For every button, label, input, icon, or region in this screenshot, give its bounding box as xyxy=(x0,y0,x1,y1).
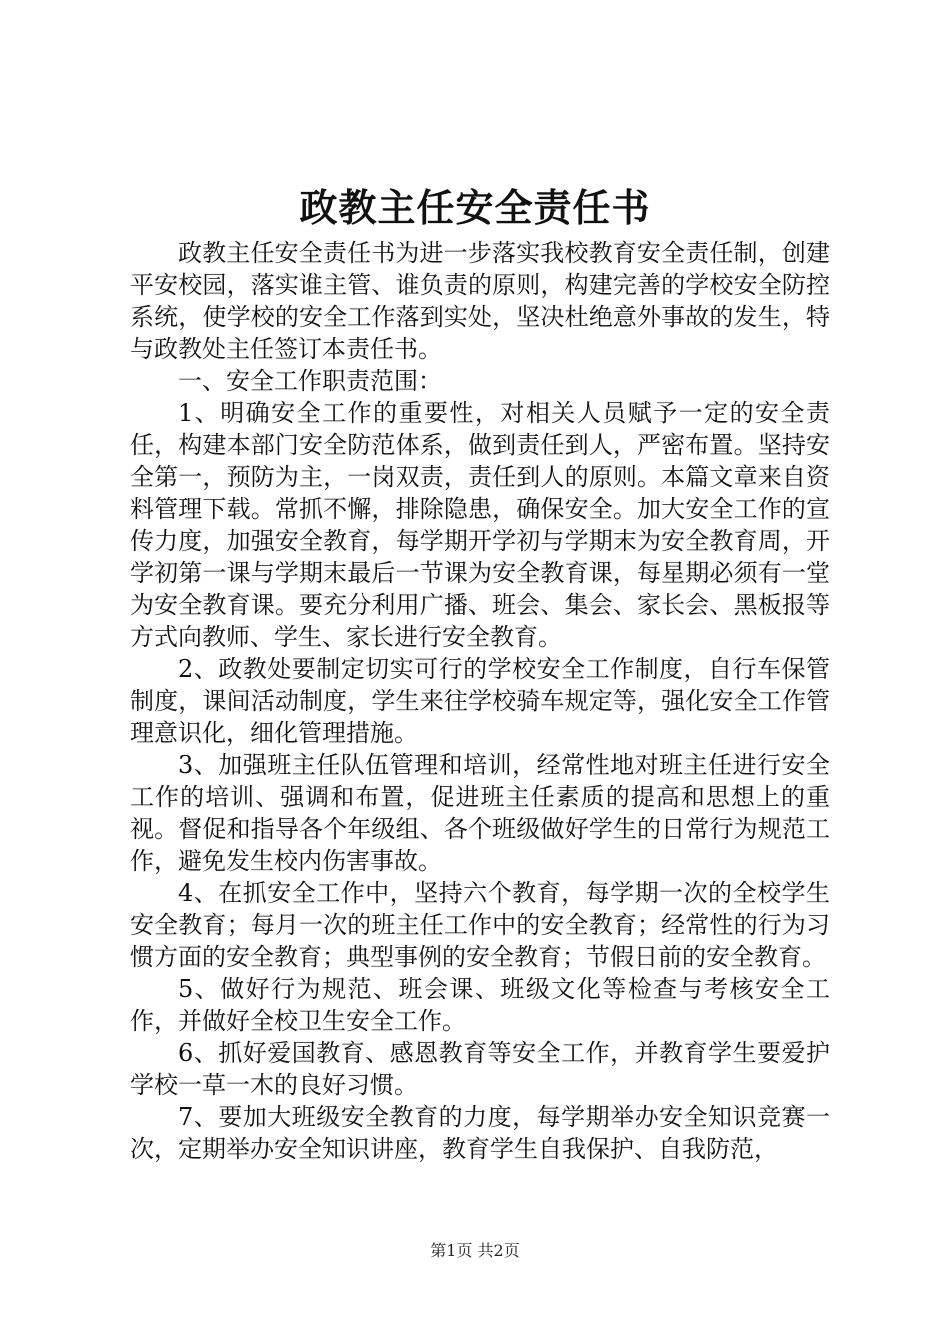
paragraph-item-7: 7、要加大班级安全教育的力度，每学期举办安全知识竞赛一次，定期举办安全知识讲座，教育学生自我保护、自我防范， xyxy=(130,1103,830,1163)
document-body xyxy=(130,237,830,1165)
paragraph-item-6: 6、抓好爱国教育、感恩教育等安全工作，并教育学生要爱护学校一草一木的良好习惯。 xyxy=(130,1039,830,1099)
paragraph-intro: 政教主任安全责任书为进一步落实我校教育安全责任制，创建平安校园，落实谁主管、谁负责的原则，构建完善的学校安全防控系统，使学校的安全工作落到实处，坚决杜绝意外事故的发生，特与政教处主任签订本责任书。 xyxy=(130,239,830,363)
section-heading-scope: 一、安全工作职责范围： xyxy=(178,367,442,395)
paragraph-item-5: 5、做好行为规范、班会课、班级文化等检查与考核安全工作，并做好全校卫生安全工作。 xyxy=(130,975,830,1035)
paragraph-item-4: 4、在抓安全工作中，坚持六个教育，每学期一次的全校学生安全教育；每月一次的班主任工作中的安全教育；经常性的行为习惯方面的安全教育；典型事例的安全教育；节假日前的安全教育。 xyxy=(130,879,830,971)
paragraph-item-2: 2、政教处要制定切实可行的学校安全工作制度，自行车保管制度，课间活动制度，学生来往学校骑车规定等，强化安全工作管理意识化，细化管理措施。 xyxy=(130,655,830,747)
paragraph-item-3: 3、加强班主任队伍管理和培训，经常性地对班主任进行安全工作的培训、强调和布置，促进班主任素质的提高和思想上的重视。督促和指导各个年级组、各个班级做好学生的日常行为规范工作，避免发生校内伤害事故。 xyxy=(130,751,830,875)
page-number-footer: 第1页 共2页 xyxy=(430,1241,520,1260)
paragraph-item-1: 1、明确安全工作的重要性，对相关人员赋予一定的安全责任，构建本部门安全防范体系，做到责任到人，严密布置。坚持安全第一，预防为主，一岗双责，责任到人的原则。本篇文章来自资料管理下载。常抓不懈，排除隐患，确保安全。加大安全工作的宣传力度，加强安全教育，每学期开学初与学期末为安全教育周，开学初第一课与学期末最后一节课为安全教育课，每星期必须有一堂为安全教育课。要充分利用广播、班会、集会、家长会、黑板报等方式向教师、学生、家长进行安全教育。 xyxy=(130,399,830,651)
document-title: 政教主任安全责任书 xyxy=(299,185,651,230)
